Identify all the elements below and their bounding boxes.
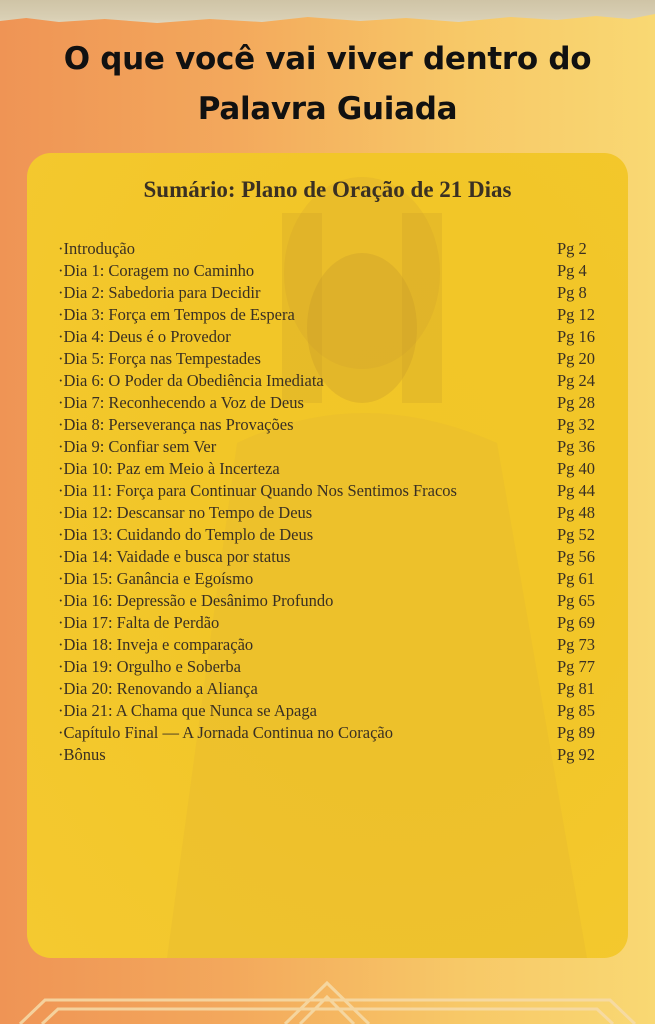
toc-entry (58, 458, 603, 480)
toc-entry-title: ·Dia 9: Confiar sem Ver (58, 437, 217, 456)
toc-entry (58, 414, 603, 436)
table-of-contents-panel (27, 153, 628, 958)
toc-entry-title: ·Dia 7: Reconhecendo a Voz de Deus (58, 393, 304, 412)
toc-entry-title: ·Dia 19: Orgulho e Soberba (58, 657, 241, 676)
toc-list (58, 238, 603, 766)
toc-entry (58, 612, 603, 634)
toc-entry-page: Pg 81 (557, 679, 596, 698)
toc-entry-page: Pg 24 (557, 371, 596, 390)
toc-entry-page: Pg 20 (557, 349, 596, 368)
toc-entry (58, 238, 603, 260)
toc-entry (58, 524, 603, 546)
toc-entry-title: ·Dia 20: Renovando a Aliança (58, 679, 258, 698)
toc-entry-title: ·Dia 15: Ganância e Egoísmo (58, 569, 254, 588)
toc-entry (58, 260, 603, 282)
toc-entry-page: Pg 4 (557, 261, 587, 280)
page-headline (0, 34, 655, 134)
toc-entry-title: ·Dia 14: Vaidade e busca por status (58, 547, 291, 566)
toc-entry (58, 678, 603, 700)
toc-entry-page: Pg 92 (557, 745, 596, 764)
toc-entry-title: ·Dia 3: Força em Tempos de Espera (58, 305, 295, 324)
toc-entry-page: Pg 48 (557, 503, 596, 522)
toc-entry-page: Pg 16 (557, 327, 596, 346)
toc-entry-page: Pg 12 (557, 305, 596, 324)
toc-entry-page: Pg 77 (557, 657, 596, 676)
toc-entry (58, 590, 603, 612)
toc-entry-page: Pg 69 (557, 613, 596, 632)
toc-entry (58, 744, 603, 766)
toc-entry-page: Pg 2 (557, 239, 587, 258)
toc-entry (58, 370, 603, 392)
toc-entry (58, 722, 603, 744)
toc-entry-title: ·Dia 21: A Chama que Nunca se Apaga (58, 701, 317, 720)
toc-entry-page: Pg 44 (557, 481, 596, 500)
toc-entry-title: ·Bônus (58, 745, 106, 764)
toc-entry-page: Pg 56 (557, 547, 596, 566)
toc-entry-page: Pg 73 (557, 635, 596, 654)
toc-entry-title: ·Dia 11: Força para Continuar Quando Nos Sentimos Fracos (58, 481, 457, 500)
toc-entry (58, 546, 603, 568)
toc-entry (58, 282, 603, 304)
toc-entry (58, 568, 603, 590)
toc-entry-page: Pg 85 (557, 701, 596, 720)
toc-entry-title: ·Dia 10: Paz em Meio à Incerteza (58, 459, 280, 478)
toc-entry-page: Pg 61 (557, 569, 596, 588)
toc-entry (58, 480, 603, 502)
toc-entry-page: Pg 28 (557, 393, 596, 412)
toc-entry-title: ·Dia 6: O Poder da Obediência Imediata (58, 371, 324, 390)
toc-entry (58, 700, 603, 722)
toc-entry-title: ·Dia 16: Depressão e Desânimo Profundo (58, 591, 334, 610)
decorative-geometric-frame (0, 975, 655, 1024)
toc-entry-page: Pg 32 (557, 415, 596, 434)
toc-entry (58, 304, 603, 326)
toc-entry-title: ·Dia 12: Descansar no Tempo de Deus (58, 503, 313, 522)
toc-entry-title: ·Introdução (58, 239, 135, 258)
toc-entry (58, 436, 603, 458)
toc-entry-title: ·Dia 8: Perseverança nas Provações (58, 415, 294, 434)
toc-entry-title: ·Dia 18: Inveja e comparação (58, 635, 254, 654)
toc-entry-title: ·Dia 1: Coragem no Caminho (58, 261, 255, 280)
toc-entry-page: Pg 40 (557, 459, 596, 478)
toc-entry-title: ·Dia 4: Deus é o Provedor (58, 327, 231, 346)
headline-line-1: O que você vai viver dentro do (63, 41, 592, 77)
toc-entry-page: Pg 36 (557, 437, 596, 456)
toc-entry (58, 502, 603, 524)
toc-entry (58, 656, 603, 678)
toc-entry (58, 348, 603, 370)
toc-entry-page: Pg 52 (557, 525, 596, 544)
toc-entry (58, 326, 603, 348)
toc-entry-title: ·Capítulo Final — A Jornada Continua no Coração (58, 723, 393, 742)
toc-entry-title: ·Dia 17: Falta de Perdão (58, 613, 220, 632)
toc-entry-title: ·Dia 5: Força nas Tempestades (58, 349, 261, 368)
toc-entry-page: Pg 8 (557, 283, 587, 302)
torn-paper-strip (0, 0, 655, 26)
toc-entry-title: ·Dia 13: Cuidando do Templo de Deus (58, 525, 314, 544)
toc-entry (58, 392, 603, 414)
headline-line-2: Palavra Guiada (197, 91, 458, 127)
toc-entry-page: Pg 89 (557, 723, 596, 742)
toc-title: Sumário: Plano de Oração de 21 Dias (143, 177, 512, 202)
toc-entry (58, 634, 603, 656)
toc-entry-title: ·Dia 2: Sabedoria para Decidir (58, 283, 261, 302)
toc-entry-page: Pg 65 (557, 591, 596, 610)
